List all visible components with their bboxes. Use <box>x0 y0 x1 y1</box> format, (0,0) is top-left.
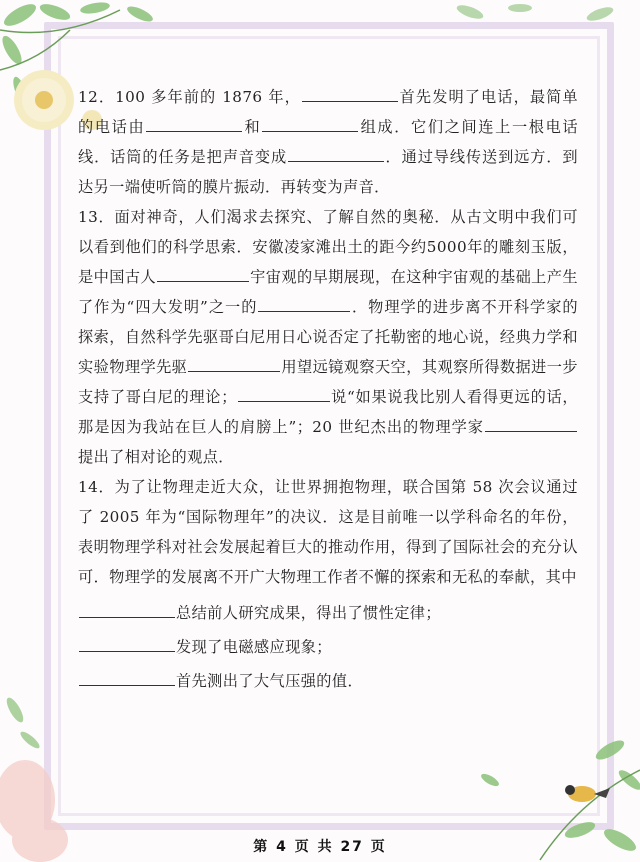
answer-blank[interactable] <box>238 387 330 402</box>
question-14-line-2: 发现了电磁感应现象； <box>78 632 578 662</box>
answer-blank[interactable] <box>258 297 350 312</box>
answer-blank[interactable] <box>302 87 398 102</box>
question-14: 14．为了让物理走近大众，让世界拥抱物理，联合国第 58 次会议通过了 2005 年为“国际物理年”的决议．这是目前唯一以学科命名的年份，表明物理学科对社会发展起着巨大的推动作用，得到了国际社会的充分认可．物理学的发展离不开广大物理工作者不懈的探索和无私的奉献，其中 <box>78 478 578 586</box>
answer-blank[interactable] <box>79 637 175 652</box>
bird-icon <box>565 785 610 802</box>
answer-blank[interactable] <box>262 117 358 132</box>
answer-blank[interactable] <box>79 603 175 618</box>
document-body <box>78 82 578 696</box>
answer-blank[interactable] <box>288 147 384 162</box>
flower-decoration-top-right <box>440 0 640 40</box>
question-14-line-3: 首先测出了大气压强的值． <box>78 666 578 696</box>
flower-decoration-bottom-left <box>0 680 90 862</box>
answer-blank[interactable] <box>188 357 280 372</box>
question-14-line-1: 总结前人研究成果，得出了惯性定律； <box>78 598 578 628</box>
answer-blank[interactable] <box>79 671 175 686</box>
question-12: 12．100 多年前的 1876 年， 首先发明了电话，最简单的电话由 和 组成．它们之间连上一根电话线．话筒的任务是把声音变成 ．通过导线传送到远方．到达另一端使听筒的膜片振动．再转变为声音． <box>78 88 578 196</box>
answer-blank[interactable] <box>485 417 577 432</box>
question-13: 13．面对神奇，人们渴求去探究、了解自然的奥秘．从古文明中我们可以看到他们的科学思索．安徽凌家滩出土的距今约5000年的雕刻玉版，是中国古人 宇宙观的早期展现，在这种宇宙观的基础上产生了作为“四大发明”之一的 ．物理学的进步离不开科学家的探索，自然科学先驱哥白尼用日心说否定了托勒密的地心说，经典力学和实验物理学先驱 用望远镜观察天空，其观察所得数据进一步支持了哥白尼的理论； 说“如果说我比别人看得更远的话，那是因为我站在巨人的肩膀上”；20 世纪杰出的物理学家提出了相对论的观点． <box>78 208 578 466</box>
page-number: 第 4 页 共 27 页 <box>253 839 387 855</box>
answer-blank[interactable] <box>157 267 249 282</box>
answer-blank[interactable] <box>146 117 242 132</box>
